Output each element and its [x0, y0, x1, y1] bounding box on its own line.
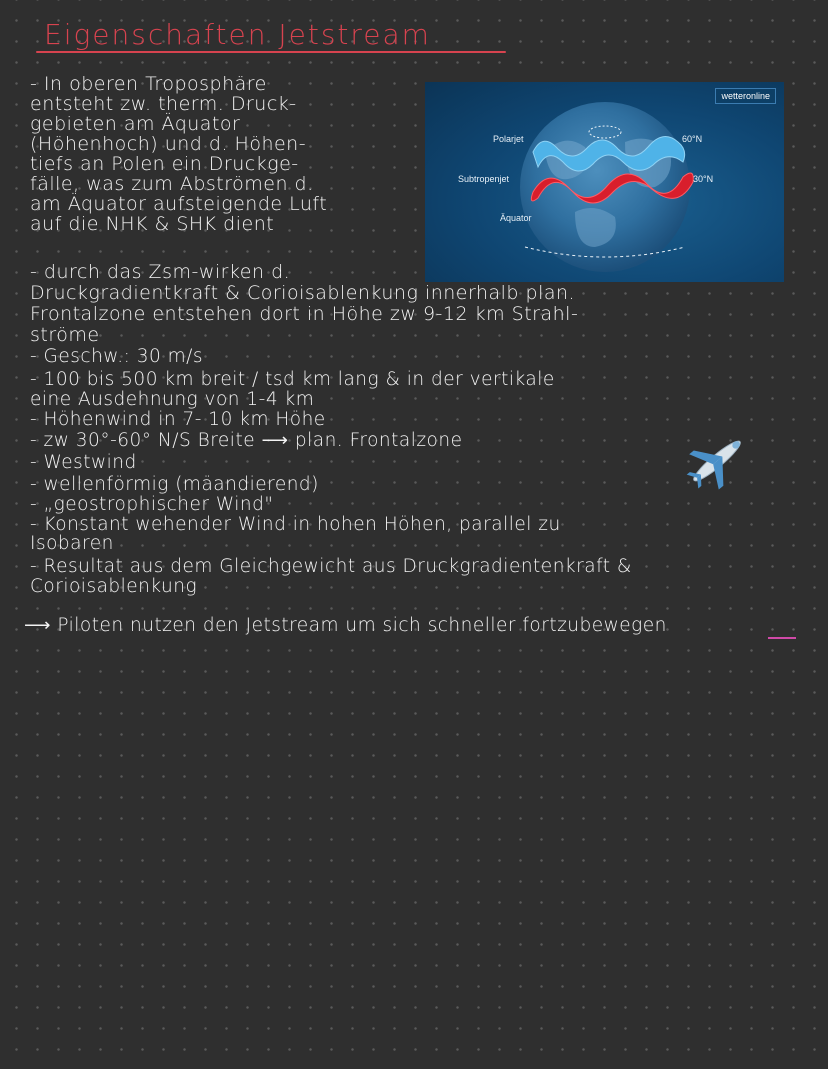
formation-line: Frontalzone entstehen dort in Höhe zw 9-12 km Strahl-	[30, 303, 579, 325]
bullet-item: Isobaren	[30, 533, 114, 554]
title-underline	[36, 51, 506, 53]
lat60-label: 60°N	[682, 134, 703, 144]
bullet-item: eine Ausdehnung von 1-4 km	[30, 389, 315, 410]
intro-line: (Höhenhoch) und d. Höhen-	[30, 133, 307, 155]
formation-line: Druckgradientkraft & Corioisablenkung innerhalb plan.	[30, 282, 576, 304]
intro-paragraph	[30, 74, 327, 234]
bullet-item: - wellenförmig (mäandierend)	[30, 474, 319, 495]
intro-line: - In oberen Troposphäre	[30, 73, 267, 95]
intro-line: gebieten am Äquator	[30, 113, 241, 135]
intro-line: auf die NHK & SHK dient	[30, 213, 275, 235]
bullet-item: - Westwind	[30, 452, 137, 473]
formation-line: - durch das Zsm-wirken d.	[30, 261, 291, 283]
bullet-item: Corioisablenkung	[30, 576, 198, 597]
bullet-item: - Geschw.: 30 m/s	[30, 346, 204, 367]
intro-line: fälle, was zum Abströmen d.	[30, 173, 314, 195]
wetteronline-logo: wetteronline	[715, 88, 776, 104]
intro-line: am Äquator aufsteigende Luft	[30, 193, 328, 215]
page-title: Eigenschaften Jetstream	[44, 18, 431, 51]
intro-line: entsteht zw. therm. Druck-	[30, 93, 297, 115]
bullet-item: - „geostrophischer Wind"	[30, 494, 274, 515]
airplane-icon	[682, 426, 752, 496]
pilot-note: ⟶ Piloten nutzen den Jetstream um sich schneller fortzubewegen	[24, 615, 667, 636]
pilot-underline	[768, 637, 796, 639]
subtropenjet-label: Subtropenjet	[458, 174, 510, 184]
lat30-label: 30°N	[693, 174, 714, 184]
aequator-label: Äquator	[500, 213, 532, 223]
jetstream-globe-figure	[425, 82, 784, 282]
polarjet-label: Polarjet	[493, 134, 524, 144]
bullet-item: - Konstant wehender Wind in hohen Höhen, parallel zu	[30, 514, 561, 535]
bullet-item: - zw 30°-60° N/S Breite ⟶ plan. Frontalzone	[30, 430, 463, 451]
bullet-item: - Resultat aus dem Gleichgewicht aus Druckgradientenkraft &	[30, 556, 632, 577]
bullet-item: - Höhenwind in 7- 10 km Höhe	[30, 409, 326, 430]
intro-line: tiefs an Polen ein Druckge-	[30, 153, 299, 175]
bullet-item: - 100 bis 500 km breit / tsd km lang & in der vertikale	[30, 369, 555, 390]
formation-line: ströme	[30, 324, 100, 346]
formation-paragraph	[30, 262, 578, 346]
